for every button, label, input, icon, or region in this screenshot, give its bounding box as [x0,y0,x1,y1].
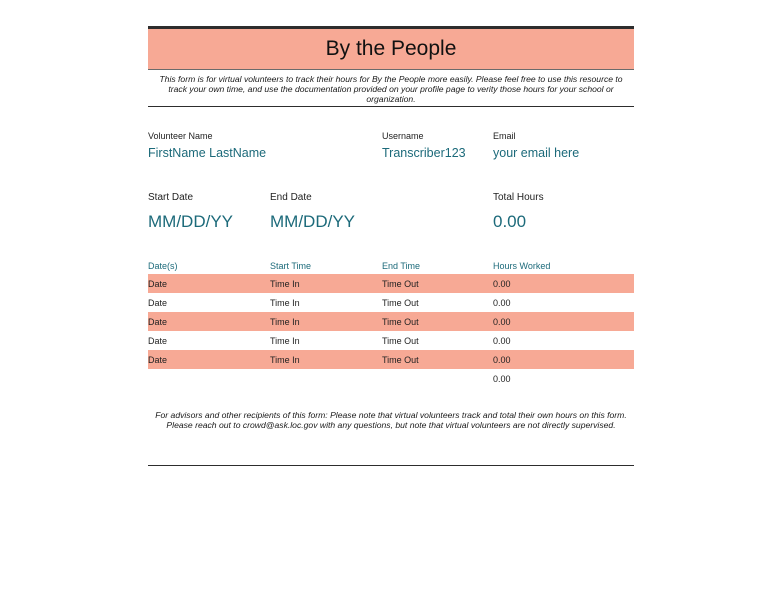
divider [148,106,634,107]
table-row [148,293,634,312]
hours-total: 0.00 [493,374,511,384]
time-out-cell[interactable]: Time Out [382,336,419,346]
email-field[interactable]: your email here [493,146,580,160]
total-hours-value: 0.00 [493,212,527,231]
end-date-label: End Date [270,192,312,203]
volunteer-name-field[interactable]: FirstName LastName [148,146,267,160]
column-header-end-time: End Time [382,261,421,271]
time-out-cell[interactable]: Time Out [382,317,419,327]
table-row [148,331,634,350]
page-title: By the People [325,37,457,60]
date-cell[interactable]: Date [148,317,168,327]
table-total-row [148,369,634,388]
start-date-label: Start Date [148,192,194,203]
hours-cell[interactable]: 0.00 [493,298,511,308]
table-row [148,312,634,331]
time-out-cell[interactable]: Time Out [382,279,419,289]
hours-cell[interactable]: 0.00 [493,336,511,346]
time-in-cell[interactable]: Time In [270,279,300,289]
username-label: Username [382,131,424,141]
time-in-cell[interactable]: Time In [270,298,300,308]
table-row [148,274,634,293]
time-in-cell[interactable]: Time In [270,355,300,365]
hours-cell[interactable]: 0.00 [493,355,511,365]
total-hours-label: Total Hours [493,192,544,203]
hours-cell[interactable]: 0.00 [493,317,511,327]
column-header-start-time: Start Time [270,261,312,271]
intro-text: This form is for virtual volunteers to track their hours for By the People more easily. Please feel free to use this resource to track your own time, and use the documentation provided on your profile page to verity those hours for your school or organization. [159,74,623,104]
date-cell[interactable]: Date [148,279,168,289]
table-row [148,350,634,369]
username-field[interactable]: Transcriber123 [382,146,466,160]
column-header-hours-worked: Hours Worked [493,261,551,271]
email-label: Email [493,131,516,141]
time-in-cell[interactable]: Time In [270,336,300,346]
volunteer-name-label: Volunteer Name [148,131,213,141]
time-out-cell[interactable]: Time Out [382,298,419,308]
time-in-cell[interactable]: Time In [270,317,300,327]
hours-cell[interactable]: 0.00 [493,279,511,289]
bottom-rule [148,465,634,466]
start-date-field[interactable]: MM/DD/YY [148,212,233,231]
footer-note: For advisors and other recipients of this form: Please note that virtual volunteers track and total their own hours on this form. Please reach out to crowd@ask.loc.gov with any questions, but note that virtual volunteers are not directly supervised. [155,410,627,430]
date-cell[interactable]: Date [148,355,168,365]
column-header-dates: Date(s) [148,261,178,271]
time-out-cell[interactable]: Time Out [382,355,419,365]
title-band [148,29,634,70]
date-cell[interactable]: Date [148,336,168,346]
date-cell[interactable]: Date [148,298,168,308]
end-date-field[interactable]: MM/DD/YY [270,212,355,231]
timesheet-form [148,26,634,430]
